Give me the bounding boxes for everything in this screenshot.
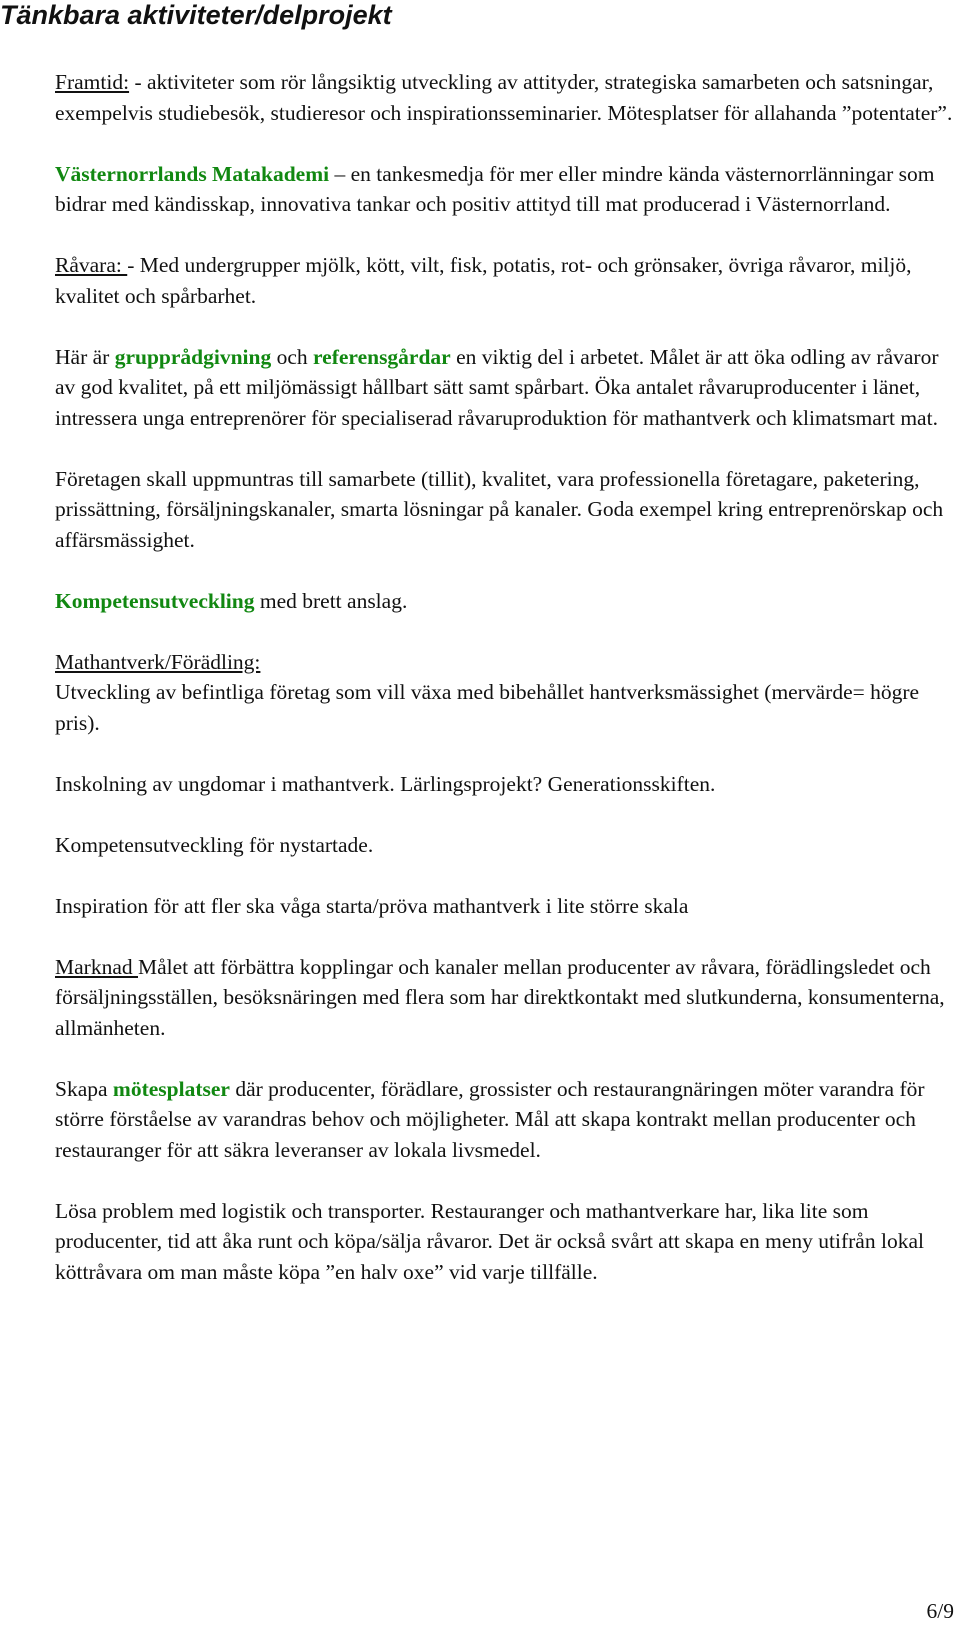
- paragraph-logistik: Lösa problem med logistik och transporter. Restauranger och mathantverkare har, lika lite som producenter, tid att åka runt och köpa/sälja råvaror. Det är också svårt att skapa en meny utifrån lokal köttråvara om man måste köpa ”en halv oxe” vid varje tillfälle.: [55, 1198, 924, 1284]
- highlight-kompetensutveckling: Kompetensutveckling: [55, 588, 255, 613]
- page-title: Tänkbara aktiviteter/delprojekt: [0, 0, 392, 30]
- heading-marknad: Marknad: [55, 954, 138, 979]
- highlight-matakademi: Västernorrlands Matakademi: [55, 161, 330, 186]
- text-radgivning-1: Här är: [55, 344, 115, 369]
- text-radgivning-2: och: [271, 344, 314, 369]
- highlight-referensgardar: referensgårdar: [313, 344, 451, 369]
- heading-framtid: Framtid:: [55, 70, 130, 94]
- paragraph-inspiration: Inspiration för att fler ska våga starta/pröva mathantverk i lite större skala: [55, 893, 689, 918]
- page-number: 6/9: [926, 1599, 954, 1623]
- text-marknad: Målet att förbättra kopplingar och kanaler mellan producenter av råvara, förädlingsledet och försäljningsställen, besöksnäringen med flera som har direktkontakt med slutkunderna, konsumenterna, allmänheten.: [55, 954, 945, 1040]
- heading-ravara: Råvara:: [55, 253, 128, 277]
- paragraph-radgivning: [55, 342, 955, 434]
- text-motesplatser-2: där producenter, förädlare, grossister och restaurangnäringen möter varandra för större förståelse av varandras behov och möjligheter. Mål att skapa kontrakt mellan producenter och restauranger för att säkra leveranser av lokala livsmedel.: [55, 1076, 925, 1162]
- paragraph-framtid: [55, 67, 955, 128]
- paragraph-inskolning: Inskolning av ungdomar i mathantverk. Lärlingsprojekt? Generationsskiften.: [55, 771, 716, 796]
- paragraph-marknad: [55, 952, 955, 1044]
- paragraph-motesplatser: [55, 1074, 955, 1166]
- heading-mathantverk: Mathantverk/Förädling:: [55, 649, 261, 674]
- text-kompetens: med brett anslag.: [254, 588, 408, 613]
- text-motesplatser-1: Skapa: [55, 1076, 113, 1101]
- paragraph-ravara: [55, 250, 955, 311]
- text-matakademi: – en tankesmedja för mer eller mindre kända västernorrlänningar som bidrar med kändisskap, innovativa tankar och positiv attityd till mat producerad i Västernorrland.: [55, 161, 935, 216]
- text-radgivning-3: en viktig del i arbetet. Målet är att öka odling av råvaror av god kvalitet, på ett miljömässigt hållbart sätt samt spårbart. Öka antalet råvaruproducenter i länet, intressera unga entreprenörer för specialiserad råvaruproduktion för mathantverk och klimatsmart mat.: [55, 344, 939, 430]
- text-mathantverk: Utveckling av befintliga företag som vill växa med bibehållet hantverksmässighet (mervärde= högre pris).: [55, 680, 920, 735]
- highlight-grupprådgivning: grupprådgivning: [114, 344, 272, 369]
- paragraph-matakademi: [55, 159, 955, 220]
- text-ravara: - Med undergrupper mjölk, kött, vilt, fisk, potatis, rot- och grönsaker, övriga råvaror, miljö, kvalitet och spårbarhet.: [55, 253, 912, 308]
- paragraph-nystartade: Kompetensutveckling för nystartade.: [55, 832, 374, 857]
- paragraph-kompetens: [55, 586, 955, 617]
- text-framtid: - aktiviteter som rör långsiktig utveckling av attityder, strategiska samarbeten och satsningar, exempelvis studiebesök, studieresor och inspirationsseminarier. Mötesplatser för allahanda ”potentater”.: [55, 70, 953, 125]
- paragraph-foretagen: Företagen skall uppmuntras till samarbete (tillit), kvalitet, vara professionella företagare, paketering, prissättning, försäljningskanaler, smarta lösningar på kanaler. Goda exempel kring entreprenörskap och affärsmässighet.: [55, 466, 944, 552]
- paragraph-mathantverk: [55, 647, 955, 739]
- document-body: [55, 67, 955, 1318]
- highlight-motesplatser: mötesplatser: [112, 1076, 230, 1101]
